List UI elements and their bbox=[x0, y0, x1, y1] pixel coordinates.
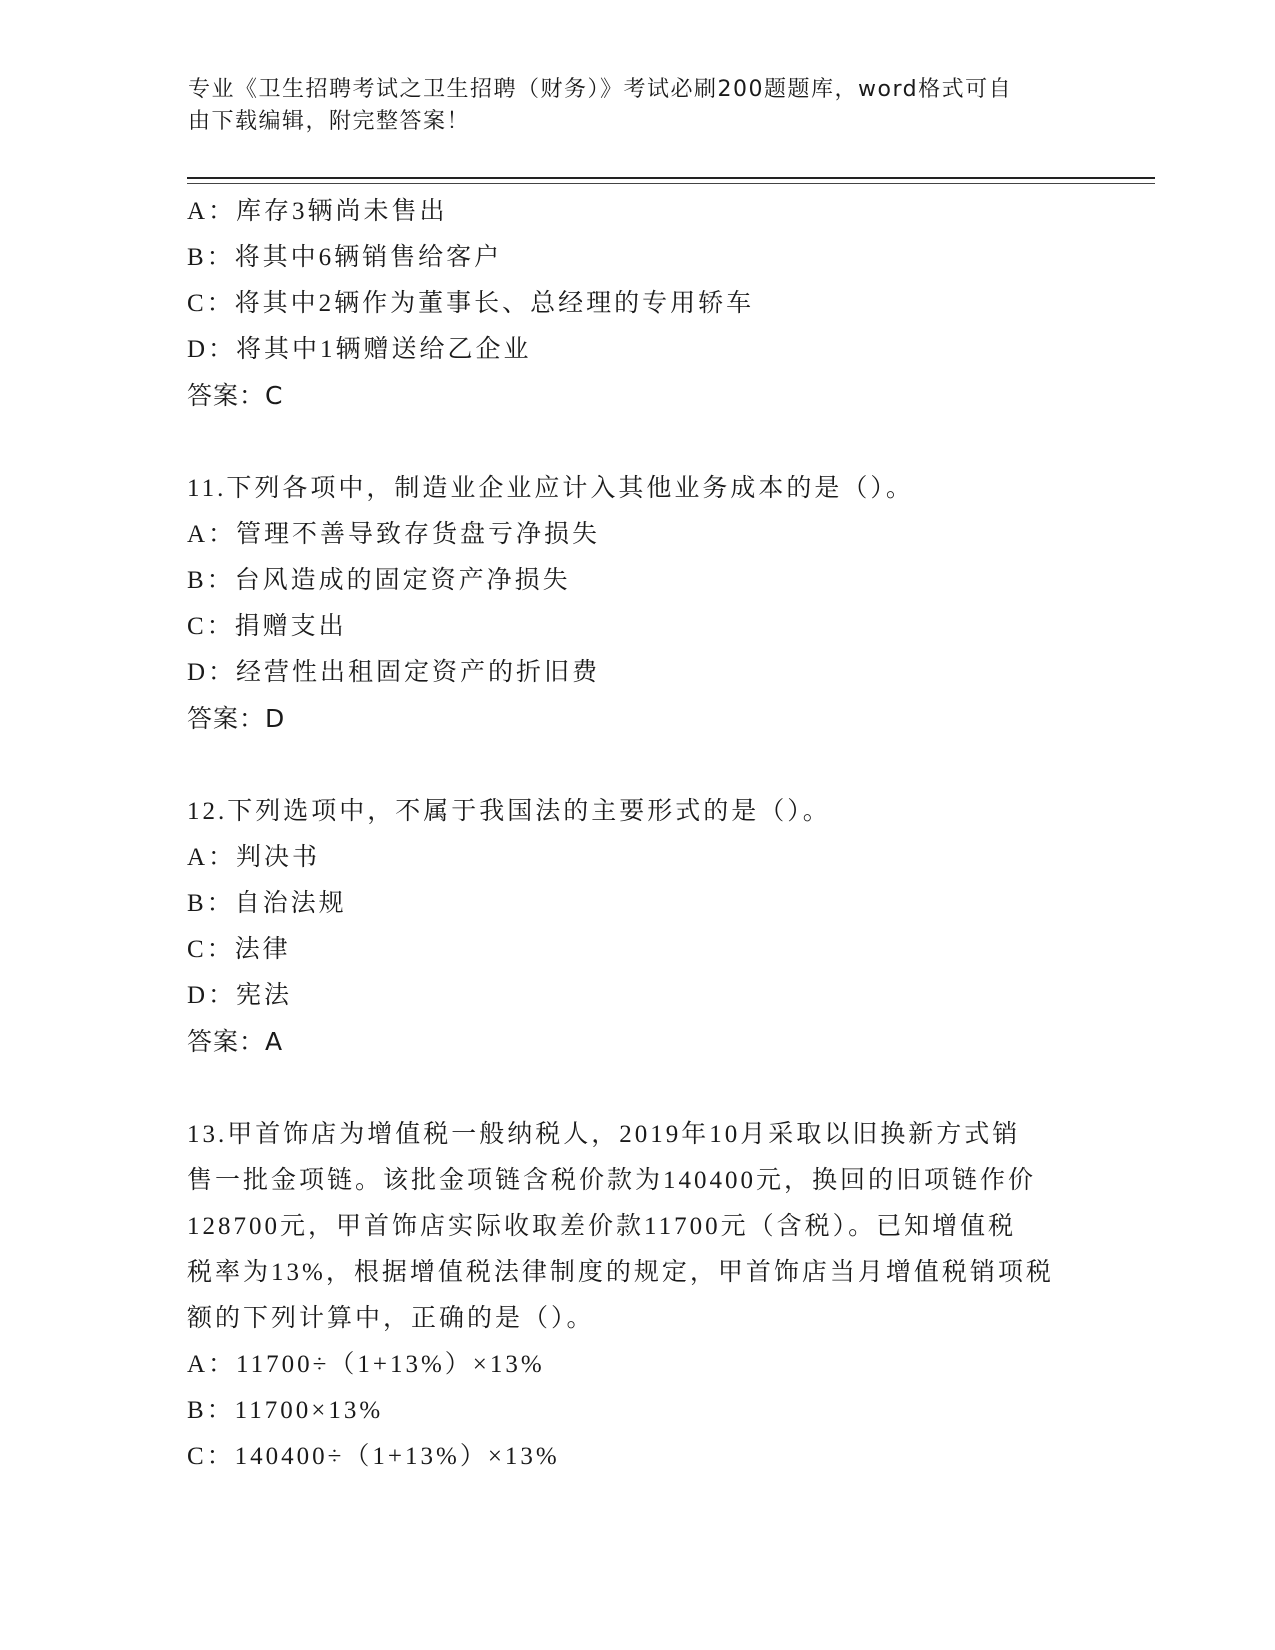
option-b: B：自治法规 bbox=[187, 890, 347, 917]
option-b: B：11700×13% bbox=[187, 1397, 384, 1424]
option-d: D：宪法 bbox=[187, 982, 293, 1009]
header-text-line-2: 由下载编辑，附完整答案！ bbox=[188, 109, 471, 134]
option-a: A：判决书 bbox=[187, 844, 321, 871]
question-block-11 bbox=[187, 466, 1087, 742]
option-d: D：将其中1辆赠送给乙企业 bbox=[187, 336, 532, 363]
option-d: D：经营性出租固定资产的折旧费 bbox=[187, 659, 601, 686]
question-block-13 bbox=[187, 1112, 1087, 1480]
header-rule-thin bbox=[187, 183, 1155, 184]
header-text-line-1: 专业《卫生招聘考试之卫生招聘（财务）》考试必刷200题题库，word格式可自 bbox=[188, 77, 1013, 102]
header-rule-thick bbox=[187, 177, 1155, 179]
question-block-10 bbox=[187, 189, 1087, 419]
answer: 答案：C bbox=[187, 381, 284, 410]
question-stem-line: 税率为13%，根据增值税法律制度的规定，甲首饰店当月增值税销项税 bbox=[187, 1259, 1054, 1286]
question-stem-line: 售一批金项链。该批金项链含税价款为140400元，换回的旧项链作价 bbox=[187, 1167, 1037, 1194]
answer: 答案：A bbox=[187, 1027, 284, 1056]
option-a: A：管理不善导致存货盘亏净损失 bbox=[187, 521, 601, 548]
option-b: B：台风造成的固定资产净损失 bbox=[187, 567, 571, 594]
option-c: C：140400÷（1+13%）×13% bbox=[187, 1443, 560, 1470]
answer: 答案：D bbox=[187, 704, 286, 733]
option-b: B：将其中6辆销售给客户 bbox=[187, 244, 503, 271]
question-stem-line: 128700元，甲首饰店实际收取差价款11700元（含税）。已知增值税 bbox=[187, 1213, 1017, 1240]
question-block-12 bbox=[187, 789, 1087, 1065]
spacer bbox=[187, 1065, 1087, 1112]
spacer bbox=[187, 742, 1087, 789]
question-stem-line: 13.甲首饰店为增值税一般纳税人，2019年10月采取以旧换新方式销 bbox=[187, 1121, 1021, 1148]
document-header bbox=[188, 74, 1068, 138]
option-a: A：库存3辆尚未售出 bbox=[187, 198, 448, 225]
question-stem: 11.下列各项中，制造业企业应计入其他业务成本的是（）。 bbox=[187, 475, 914, 502]
option-a: A：11700÷（1+13%）×13% bbox=[187, 1351, 545, 1378]
spacer bbox=[187, 419, 1087, 466]
option-c: C：将其中2辆作为董事长、总经理的专用轿车 bbox=[187, 290, 755, 317]
question-stem: 12.下列选项中，不属于我国法的主要形式的是（）。 bbox=[187, 798, 831, 825]
option-c: C：捐赠支出 bbox=[187, 613, 347, 640]
question-stem-line: 额的下列计算中，正确的是（）。 bbox=[187, 1305, 595, 1332]
question-list bbox=[187, 189, 1087, 1480]
option-c: C：法律 bbox=[187, 936, 291, 963]
